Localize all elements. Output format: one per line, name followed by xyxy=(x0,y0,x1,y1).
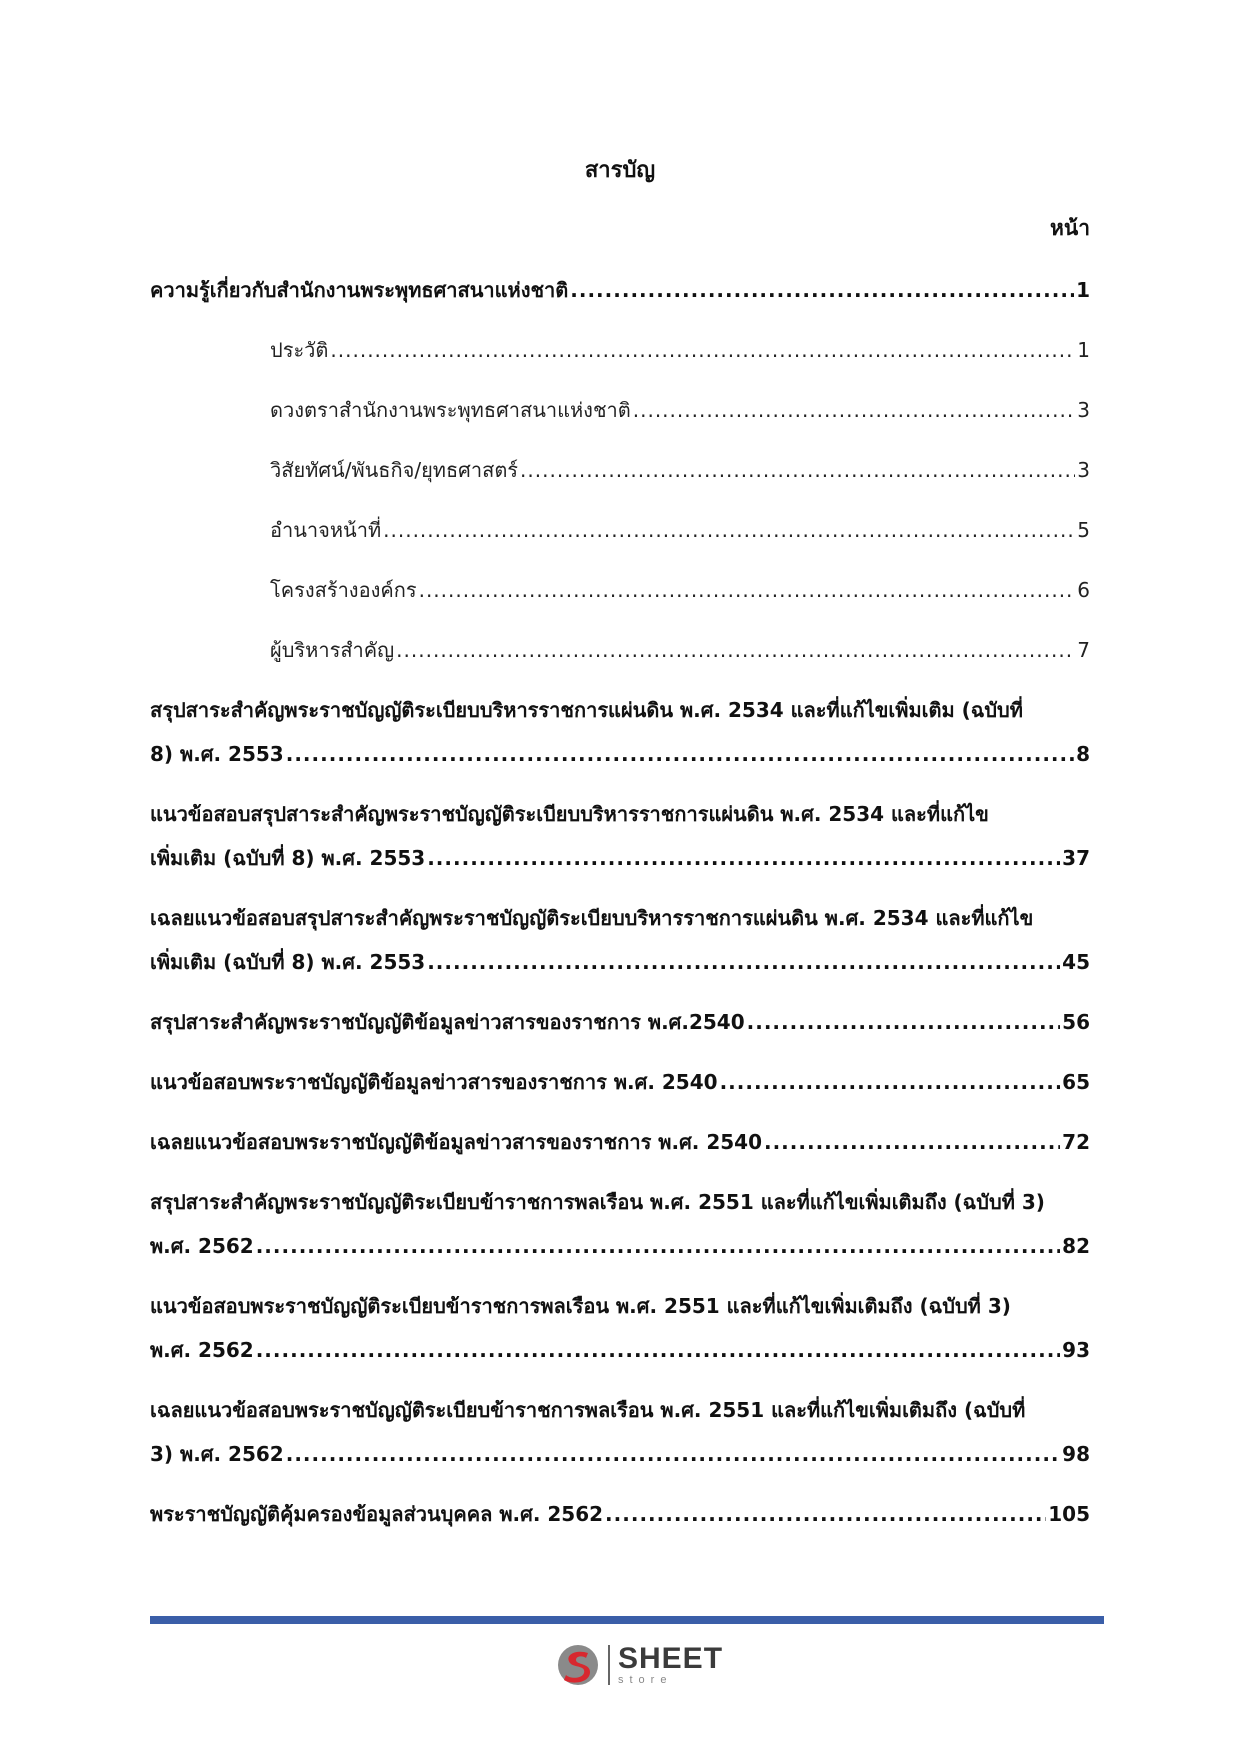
toc-subentry[interactable] xyxy=(150,568,1090,612)
toc-entry-page: 82 xyxy=(1062,1234,1090,1258)
toc-entry-page: 7 xyxy=(1077,638,1090,662)
dot-leader xyxy=(256,1328,1060,1372)
dot-leader xyxy=(633,388,1076,432)
dot-leader xyxy=(605,1492,1046,1536)
dot-leader xyxy=(383,508,1075,552)
toc-entry-title: แนวข้อสอบพระราชบัญญัติข้อมูลข่าวสารของราชการ พ.ศ. 2540 xyxy=(150,1070,718,1094)
toc-entry[interactable] xyxy=(150,1284,1090,1372)
toc-entry[interactable] xyxy=(150,268,1090,312)
toc-entry-page: 65 xyxy=(1062,1070,1090,1094)
toc-entry-title: โครงสร้างองค์กร xyxy=(270,578,417,602)
dot-leader xyxy=(764,1120,1060,1164)
toc-entry-title: สรุปสาระสำคัญพระราชบัญญัติระเบียบบริหารราชการแผ่นดิน พ.ศ. 2534 และที่แก้ไขเพิ่มเติม (ฉบับที่ xyxy=(150,698,1023,722)
toc-entry-title: ดวงตราสำนักงานพระพุทธศาสนาแห่งชาติ xyxy=(270,398,631,422)
toc-entry-page: 3 xyxy=(1077,398,1090,422)
logo-text: SHEET xyxy=(618,1642,724,1675)
toc-entry-title: แนวข้อสอบพระราชบัญญัติระเบียบข้าราชการพลเรือน พ.ศ. 2551 และที่แก้ไขเพิ่มเติมถึง (ฉบับที่ 3) xyxy=(150,1294,1011,1318)
toc-entry-title-cont: พ.ศ. 2562 xyxy=(150,1338,254,1362)
logo-wordmark xyxy=(618,1644,723,1686)
toc-entry-title: พระราชบัญญัติคุ้มครองข้อมูลส่วนบุคคล พ.ศ. 2562 xyxy=(150,1502,604,1526)
toc-entry-title-cont: 3) พ.ศ. 2562 xyxy=(150,1442,284,1466)
toc-entry-page: 72 xyxy=(1062,1130,1090,1154)
toc-subentry[interactable] xyxy=(150,328,1090,372)
toc-entry-title: ความรู้เกี่ยวกับสำนักงานพระพุทธศาสนาแห่งชาติ xyxy=(150,278,569,302)
dot-leader xyxy=(570,268,1074,312)
dot-leader xyxy=(330,328,1075,372)
toc-entry-page: 37 xyxy=(1062,846,1090,870)
toc-entry-title: อำนาจหน้าที่ xyxy=(270,518,382,542)
sheet-store-logo xyxy=(556,1640,723,1690)
dot-leader xyxy=(427,836,1060,880)
toc-entry-page: 98 xyxy=(1062,1442,1090,1466)
toc-entry-title: ประวัติ xyxy=(270,338,329,362)
logo-separator xyxy=(608,1645,610,1685)
toc-entry-page: 1 xyxy=(1077,338,1090,362)
dot-leader xyxy=(256,1224,1060,1268)
toc-entry-title: เฉลยแนวข้อสอบพระราชบัญญัติข้อมูลข่าวสารของราชการ พ.ศ. 2540 xyxy=(150,1130,762,1154)
toc-entry-title: แนวข้อสอบสรุปสาระสำคัญพระราชบัญญัติระเบียบบริหารราชการแผ่นดิน พ.ศ. 2534 และที่แก้ไข xyxy=(150,802,989,826)
dot-leader xyxy=(419,568,1076,612)
page-column-label: หน้า xyxy=(1050,216,1090,240)
toc-entry-title: เฉลยแนวข้อสอบพระราชบัญญัติระเบียบข้าราชการพลเรือน พ.ศ. 2551 และที่แก้ไขเพิ่มเติมถึง (ฉบับที่ xyxy=(150,1398,1026,1422)
sheet-store-logo-icon xyxy=(556,1643,600,1687)
toc-entry-title-cont: เพิ่มเติม (ฉบับที่ 8) พ.ศ. 2553 xyxy=(150,950,426,974)
toc-entry-title-cont: พ.ศ. 2562 xyxy=(150,1234,254,1258)
page-title: สารบัญ xyxy=(584,158,656,183)
toc-entry[interactable] xyxy=(150,1060,1090,1104)
toc-entry-page: 5 xyxy=(1077,518,1090,542)
toc-entry[interactable] xyxy=(150,1180,1090,1268)
toc-entry-title-cont: 8) พ.ศ. 2553 xyxy=(150,742,284,766)
toc-entry-page: 1 xyxy=(1076,278,1090,302)
footer-rule xyxy=(150,1616,1104,1624)
toc-entry-title: วิสัยทัศน์/พันธกิจ/ยุทธศาสตร์ xyxy=(270,458,519,482)
toc-entry-title-cont: เพิ่มเติม (ฉบับที่ 8) พ.ศ. 2553 xyxy=(150,846,426,870)
toc-entry[interactable] xyxy=(150,792,1090,880)
toc-entry[interactable] xyxy=(150,1120,1090,1164)
table-of-contents xyxy=(150,268,1090,1552)
toc-entry-page: 56 xyxy=(1062,1010,1090,1034)
toc-entry[interactable] xyxy=(150,1492,1090,1536)
toc-subentry[interactable] xyxy=(150,448,1090,492)
toc-subentry[interactable] xyxy=(150,628,1090,672)
dot-leader xyxy=(520,448,1075,492)
toc-entry-page: 105 xyxy=(1048,1502,1090,1526)
dot-leader xyxy=(286,732,1074,776)
toc-entry-page: 3 xyxy=(1077,458,1090,482)
toc-entry-page: 6 xyxy=(1077,578,1090,602)
toc-entry[interactable] xyxy=(150,1000,1090,1044)
toc-entry-page: 8 xyxy=(1076,742,1090,766)
logo-subtext: store xyxy=(618,1674,673,1686)
toc-entry-title: เฉลยแนวข้อสอบสรุปสาระสำคัญพระราชบัญญัติระเบียบบริหารราชการแผ่นดิน พ.ศ. 2534 และที่แก้ไข xyxy=(150,906,1034,930)
dot-leader xyxy=(396,628,1075,672)
dot-leader xyxy=(286,1432,1060,1476)
dot-leader xyxy=(427,940,1060,984)
toc-entry[interactable] xyxy=(150,688,1090,776)
toc-entry[interactable] xyxy=(150,1388,1090,1476)
toc-entry-title: สรุปสาระสำคัญพระราชบัญญัติข้อมูลข่าวสารของราชการ พ.ศ.2540 xyxy=(150,1010,745,1034)
dot-leader xyxy=(747,1000,1061,1044)
dot-leader xyxy=(720,1060,1061,1104)
toc-entry-title: ผู้บริหารสำคัญ xyxy=(270,638,395,662)
toc-entry[interactable] xyxy=(150,896,1090,984)
toc-subentry[interactable] xyxy=(150,388,1090,432)
toc-entry-title: สรุปสาระสำคัญพระราชบัญญัติระเบียบข้าราชการพลเรือน พ.ศ. 2551 และที่แก้ไขเพิ่มเติมถึง (ฉบับที่ 3) xyxy=(150,1190,1045,1214)
toc-entry-page: 93 xyxy=(1062,1338,1090,1362)
toc-entry-page: 45 xyxy=(1062,950,1090,974)
toc-subentry[interactable] xyxy=(150,508,1090,552)
